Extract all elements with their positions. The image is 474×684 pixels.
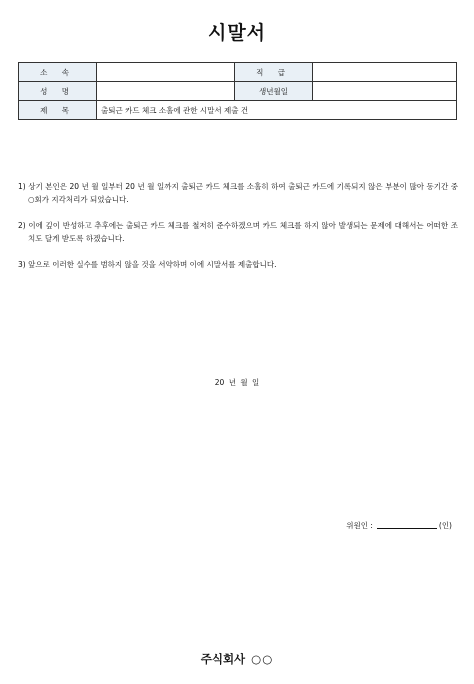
paragraph-3-text: 3) 앞으로 이러한 실수를 범하지 않을 것을 서약하며 이에 시말서를 제출합니다. <box>18 260 277 269</box>
position-field[interactable] <box>313 63 457 82</box>
birthdate-field[interactable] <box>313 82 457 101</box>
company-name-placeholder: ○○ <box>251 652 274 666</box>
info-row-name <box>19 82 457 101</box>
paragraph-2 <box>18 219 458 245</box>
document-title: 시말서 <box>207 22 267 44</box>
info-table <box>18 62 457 120</box>
paragraph-3 <box>18 258 458 271</box>
signature-label: 위원인 : <box>346 521 373 530</box>
paragraph-1-text: 1) 상기 본인은 20 년 월 일부터 20 년 월 일까지 출퇴근 카드 체크를 소홀히 하여 출퇴근 카드에 기록되지 않은 부분이 많아 동기간 중 ○회가 지각처리가 되었습니다. <box>18 182 458 204</box>
signature-line[interactable] <box>377 519 437 529</box>
date-line: 20 년 월 일 <box>214 378 260 387</box>
name-field[interactable] <box>97 82 235 101</box>
name-label: 성 명 <box>19 82 97 101</box>
position-label: 직 급 <box>235 63 313 82</box>
affiliation-label: 소 속 <box>19 63 97 82</box>
paragraph-2-text: 2) 이에 깊이 반성하고 추후에는 출퇴근 카드 체크를 철저히 준수하겠으며 카드 체크를 하지 않아 발생되는 문제에 대해서는 어떠한 조치도 달게 받도록 하겠습니다. <box>18 221 458 243</box>
birthdate-label: 생년월일 <box>235 82 313 101</box>
info-row-subject <box>19 101 457 120</box>
seal-mark: (인) <box>438 521 452 530</box>
info-row-affiliation <box>19 63 457 82</box>
subject-field[interactable]: 출퇴근 카드 체크 소홀에 관한 시말서 제출 건 <box>97 101 457 120</box>
company-block <box>0 651 474 667</box>
subject-label: 제 목 <box>19 101 97 120</box>
company-name: 주식회사 <box>200 652 246 666</box>
affiliation-field[interactable] <box>97 63 235 82</box>
paragraph-1 <box>18 180 458 206</box>
signature-block <box>346 519 452 531</box>
